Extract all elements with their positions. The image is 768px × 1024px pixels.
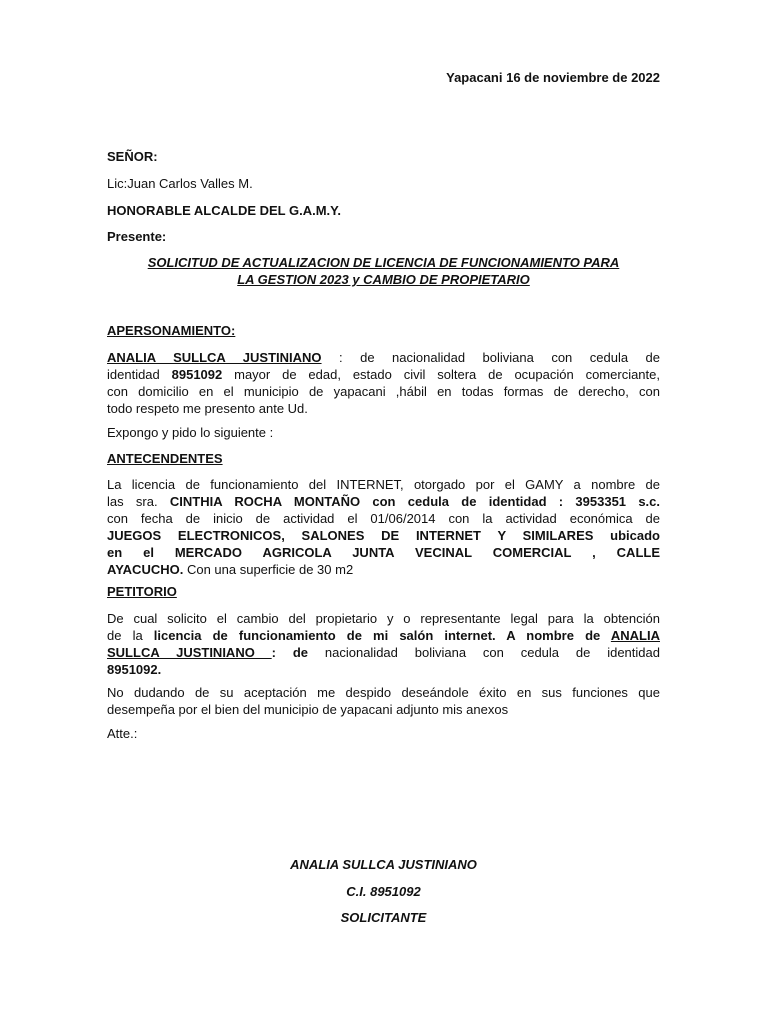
applicant-id: 8951092 [171,367,223,382]
atte-text: Atte.: [107,726,138,741]
letter-subject [107,254,660,288]
apersonamiento-heading: APERSONAMIENTO: [107,323,236,338]
signature-ci: C.I. 8951092 [346,884,421,899]
applicant-name: ANALIA SULLCA JUSTINIANO [107,350,322,365]
apersonamiento-paragraph: ANALIA SULLCA JUSTINIANO : de nacionalidad boliviana con cedula de identidad 8951092 mayor de edad, estado civil soltera de ocupación comerciante, con domicilio en el municipio de yapacani ,hábil en todas formas de derecho, con todo respeto me presento ante Ud. [107,350,661,416]
recipient-title: HONORABLE ALCALDE DEL G.A.M.Y. [107,203,342,218]
closing-paragraph: No dudando de su aceptación me despido deseándole éxito en sus funciones que desempeña por el bien del municipio de yapacani adjunto mis anexos [107,685,660,717]
subject-line-1: SOLICITUD DE ACTUALIZACION DE LICENCIA DE FUNCIONAMIENTO PARA [147,255,620,270]
petitorio-heading: PETITORIO [107,584,177,599]
signature-role: SOLICITANTE [340,910,427,925]
signature-name: ANALIA SULLCA JUSTINIANO [290,857,477,872]
presente-label: Presente: [107,229,167,244]
salutation: SEÑOR: [107,149,158,164]
antecedentes-paragraph: La licencia de funcionamiento del INTERNET, otorgado por el GAMY a nombre de las sra. CINTHIA ROCHA MONTAÑO con cedula de identidad : 3953351 s.c. con fecha de inicio de actividad el 01/06/2014 con la actividad económica de JUEGOS ELECTRONICOS, SALONES DE INTERNET Y SIMILARES ubicado en el MERCADO AGRICOLA JUNTA VECINAL COMERCIAL , CALLE AYACUCHO. Con una superficie de 30 m2 [107,477,661,577]
antecedentes-heading: ANTECENDENTES [107,451,223,466]
subject-line-2: LA GESTION 2023 y CAMBIO DE PROPIETARIO [237,272,530,287]
letter-date: Yapacani 16 de noviembre de 2022 [446,70,660,85]
petitorio-paragraph: De cual solicito el cambio del propietario y o representante legal para la obtención de la licencia de funcionamiento de mi salón internet. A nombre de ANALIA SULLCA JUSTINIANO : de nacionalidad boliviana con cedula de identidad 8951092. [107,611,660,677]
recipient-name: Lic:Juan Carlos Valles M. [107,176,253,191]
expongo-text: Expongo y pido lo siguiente : [107,425,274,440]
